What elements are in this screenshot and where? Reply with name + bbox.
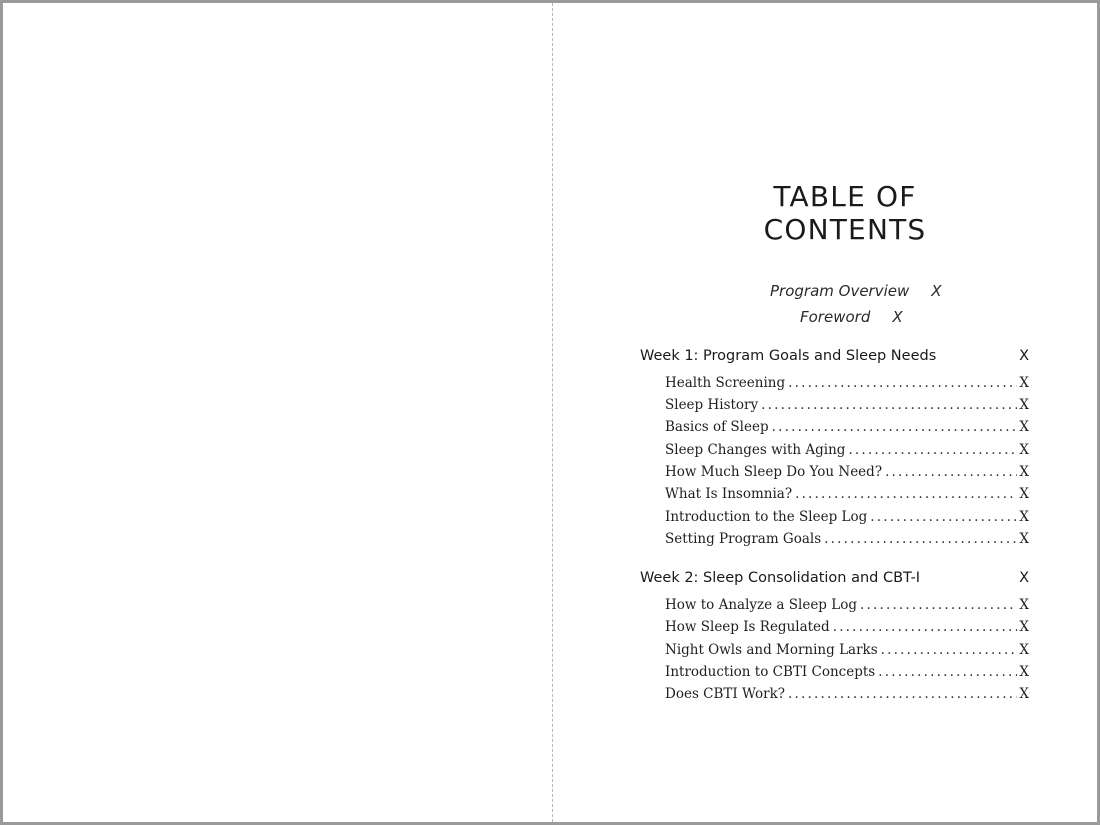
section-heading-week-1[interactable] [640,348,1029,368]
toc-entry-page-number: X [1019,664,1029,680]
toc-entry-label: How to Analyze a Sleep Log [665,597,857,613]
dot-leader [885,464,1017,480]
section-heading-title: Week 2: Sleep Consolidation and CBT-I [640,570,921,586]
section-heading-title: Week 1: Program Goals and Sleep Needs [640,348,937,364]
toc-entry-does-cbti-work[interactable] [665,686,1029,706]
toc-entry-how-much-sleep[interactable] [665,464,1029,484]
front-matter-page-number: X [931,282,942,300]
toc-entry-page-number: X [1019,397,1029,413]
dot-leader [795,486,1017,502]
toc-entry-intro-sleep-log[interactable] [665,509,1029,529]
toc-entry-sleep-changes-with-aging[interactable] [665,442,1029,462]
toc-entry-label: Introduction to the Sleep Log [665,509,868,525]
toc-entry-how-sleep-is-regulated[interactable] [665,619,1029,639]
section-heading-week-2[interactable] [640,570,1029,590]
toc-entry-analyze-sleep-log[interactable] [665,597,1029,617]
toc-entry-page-number: X [1019,642,1029,658]
toc-entry-what-is-insomnia[interactable] [665,486,1029,506]
toc-entry-label: Health Screening [665,375,786,391]
toc-entry-label: Night Owls and Morning Larks [665,642,878,658]
dot-leader [860,597,1017,613]
toc-title: TABLE OF CONTENTS [763,180,927,246]
toc-entry-health-screening[interactable] [665,375,1029,395]
toc-entry-label: How Much Sleep Do You Need? [665,464,883,480]
section-heading-page-number: X [1019,348,1029,364]
front-matter-foreword[interactable] [800,308,903,326]
toc-entry-label: Setting Program Goals [665,531,822,547]
toc-entry-intro-cbti-concepts[interactable] [665,664,1029,684]
dot-leader [881,642,1018,658]
toc-entry-page-number: X [1019,419,1029,435]
toc-entry-page-number: X [1019,464,1029,480]
toc-entry-setting-program-goals[interactable] [665,531,1029,551]
dot-leader [772,419,1018,435]
toc-entry-label: Introduction to CBTI Concepts [665,664,876,680]
toc-entry-page-number: X [1019,531,1029,547]
dot-leader [788,375,1017,391]
toc-entry-page-number: X [1019,375,1029,391]
dot-leader [824,531,1017,547]
dot-leader [788,686,1017,702]
front-matter-label: Foreword [800,308,871,326]
toc-entry-label: Does CBTI Work? [665,686,785,702]
front-matter-program-overview[interactable] [770,282,942,300]
toc-entry-sleep-history[interactable] [665,397,1029,417]
toc-entry-label: Basics of Sleep [665,419,769,435]
dot-leader [870,509,1017,525]
dot-leader [878,664,1017,680]
toc-entry-page-number: X [1019,686,1029,702]
toc-entry-label: How Sleep Is Regulated [665,619,830,635]
dot-leader [761,397,1017,413]
toc-entry-page-number: X [1019,597,1029,613]
right-page-toc [553,3,1097,822]
section-heading-page-number: X [1019,570,1029,586]
toc-entry-page-number: X [1019,509,1029,525]
toc-entry-basics-of-sleep[interactable] [665,419,1029,439]
toc-entry-night-owls-morning-larks[interactable] [665,642,1029,662]
toc-entry-page-number: X [1019,442,1029,458]
toc-entry-page-number: X [1019,619,1029,635]
toc-entry-label: Sleep History [665,397,759,413]
toc-entry-page-number: X [1019,486,1029,502]
left-page-blank [3,3,552,822]
toc-entry-label: What Is Insomnia? [665,486,793,502]
dot-leader [833,619,1018,635]
toc-entry-label: Sleep Changes with Aging [665,442,846,458]
dot-leader [848,442,1017,458]
front-matter-page-number: X [892,308,903,326]
front-matter-label: Program Overview [770,282,910,300]
